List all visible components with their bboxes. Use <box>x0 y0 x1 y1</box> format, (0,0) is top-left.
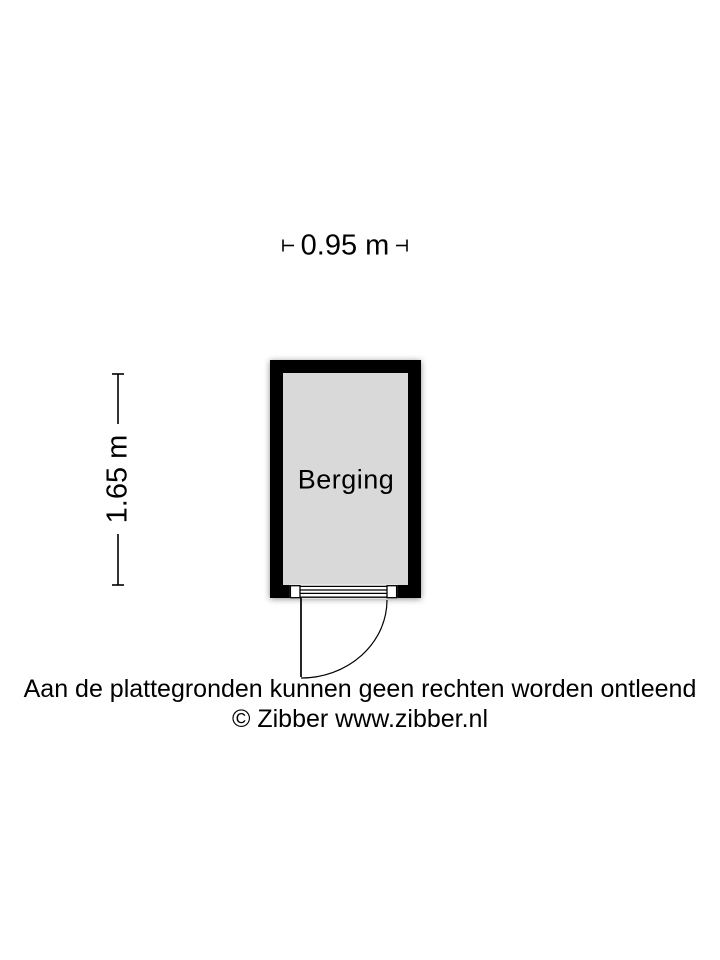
room-label: Berging <box>297 464 395 495</box>
door-single-swing <box>290 585 397 678</box>
door-swing-arc <box>301 600 387 678</box>
dimension-label-height: 1.65 m <box>101 434 134 524</box>
footer <box>0 674 720 734</box>
dimension-label-width: 0.95 m <box>300 229 390 262</box>
footer-disclaimer: Aan de plattegronden kunnen geen rechten worden ontleend <box>23 675 697 703</box>
footer-copyright: © Zibber www.zibber.nl <box>231 705 489 733</box>
